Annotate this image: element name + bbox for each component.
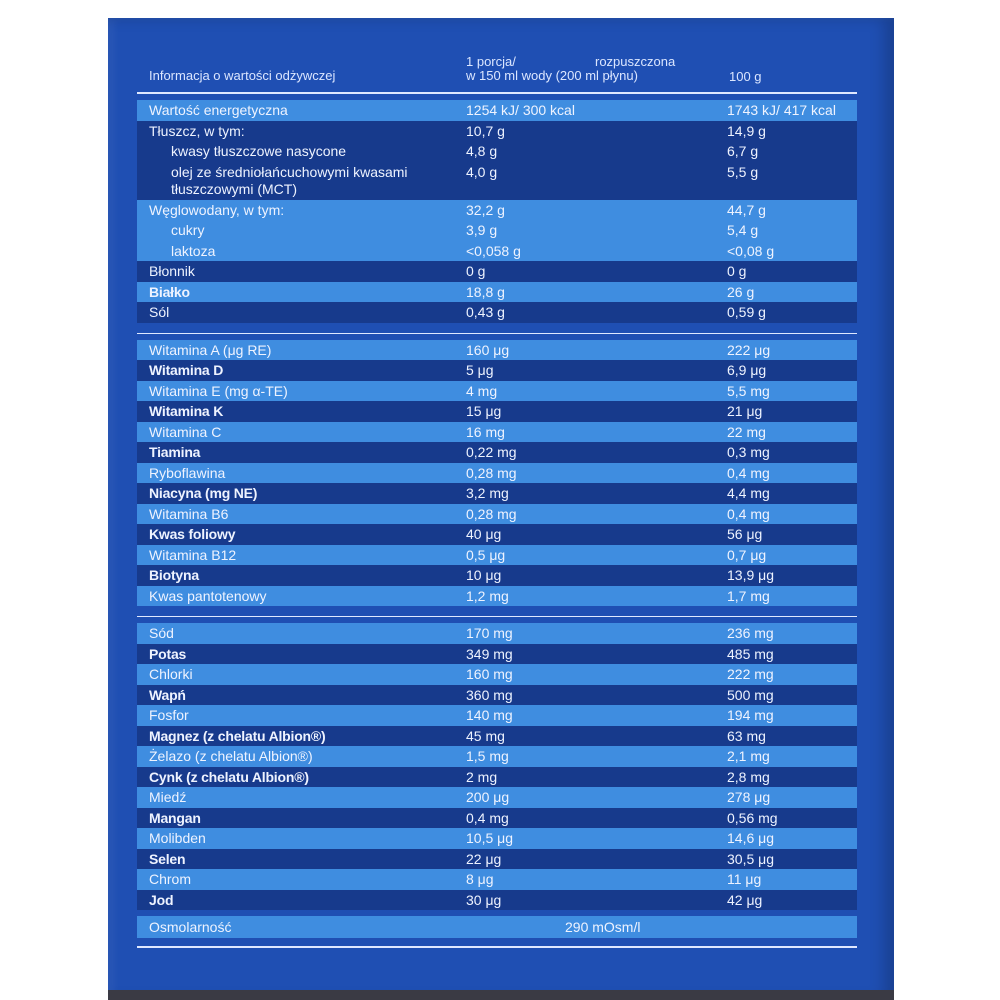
vitamins-section — [137, 340, 857, 607]
per-100g-value: 42 μg — [727, 891, 763, 908]
nutrient-name: Cynk (z chelatu Albion®) — [149, 768, 309, 785]
per-100g-value: 0,7 μg — [727, 546, 767, 563]
per-100g-value: 14,9 g — [727, 122, 766, 139]
per-portion-value: 32,2 g — [466, 201, 505, 218]
nutrient-name: Witamina K — [149, 403, 224, 419]
table-row — [137, 644, 857, 665]
per-100g-value: 56 μg — [727, 526, 763, 542]
table-row — [137, 746, 857, 767]
table-header — [137, 44, 857, 92]
table-row — [137, 545, 857, 566]
table-row — [137, 200, 857, 221]
table-row — [137, 162, 857, 200]
per-100g-value: <0,08 g — [727, 242, 775, 259]
per-100g-value: 13,9 μg — [727, 567, 774, 583]
per-100g-value: 0,3 mg — [727, 444, 770, 460]
table-row — [137, 869, 857, 890]
per-portion-value: 40 μg — [466, 526, 502, 542]
header-per-100g: 100 g — [729, 69, 762, 84]
nutrient-name: Ryboflawina — [149, 464, 226, 481]
nutrient-name: olej ze średniołańcuchowymi kwasami tłuszczowymi (MCT) — [171, 163, 408, 197]
per-100g-value: 26 g — [727, 283, 755, 300]
per-portion-value: 8 μg — [466, 871, 494, 887]
per-portion-value: 2 mg — [466, 768, 498, 785]
per-portion-value: 349 mg — [466, 645, 513, 662]
header-portion: 1 porcja/ — [466, 54, 516, 69]
per-portion-value: 0,22 mg — [466, 444, 517, 460]
table-row — [137, 787, 857, 808]
table-row — [137, 463, 857, 484]
per-portion-value: 200 μg — [466, 789, 510, 805]
per-100g-value: 0,4 mg — [727, 464, 770, 481]
nutrient-name: Witamina D — [149, 362, 224, 378]
per-portion-value: 1,2 mg — [466, 587, 509, 604]
table-row — [137, 685, 857, 706]
per-portion-value: 10 μg — [466, 567, 502, 583]
nutrient-name: Niacyna (mg NE) — [149, 485, 258, 501]
nutrition-table — [137, 44, 857, 948]
nutrient-name: Witamina C — [149, 423, 222, 440]
table-row — [137, 442, 857, 463]
table-row — [137, 401, 857, 422]
per-100g-value: 2,1 mg — [727, 748, 770, 764]
table-row — [137, 381, 857, 402]
nutrient-name: Chlorki — [149, 666, 193, 682]
per-100g-value: 6,9 μg — [727, 362, 767, 378]
per-portion-value: 10,5 μg — [466, 830, 513, 846]
nutrient-name: Witamina A (μg RE) — [149, 341, 272, 358]
per-100g-value: 222 μg — [727, 341, 771, 358]
per-100g-value: 5,5 g — [727, 163, 759, 180]
minerals-section — [137, 623, 857, 910]
table-row — [137, 705, 857, 726]
per-portion-value: 170 mg — [466, 625, 513, 641]
table-row — [137, 141, 857, 162]
nutrient-name: Kwas pantotenowy — [149, 587, 267, 604]
table-row — [137, 890, 857, 911]
per-portion-value: 18,8 g — [466, 283, 505, 300]
macros-section — [137, 100, 857, 323]
table-row — [137, 664, 857, 685]
per-100g-value: 6,7 g — [727, 143, 759, 159]
nutrient-name: Witamina B12 — [149, 546, 237, 563]
nutrient-name: Węglowodany, w tym: — [149, 201, 285, 218]
per-100g-value: 11 μg — [727, 871, 762, 887]
osmolality-label: Osmolarność — [149, 919, 232, 935]
table-row — [137, 504, 857, 525]
nutrient-name: Białko — [149, 283, 190, 300]
per-100g-value: 0,56 mg — [727, 809, 778, 826]
nutrient-name: laktoza — [171, 242, 216, 259]
per-100g-value: 1,7 mg — [727, 587, 770, 604]
per-portion-value: 4,8 g — [466, 143, 498, 159]
per-100g-value: 5,4 g — [727, 222, 759, 238]
nutrient-name: Sód — [149, 625, 174, 641]
per-100g-value: 30,5 μg — [727, 850, 774, 867]
nutrient-name: Kwas foliowy — [149, 526, 236, 542]
table-row — [137, 360, 857, 381]
per-portion-value: 30 μg — [466, 891, 502, 908]
per-100g-value: 0,4 mg — [727, 505, 770, 522]
per-portion-value: 4,0 g — [466, 163, 498, 180]
table-row — [137, 340, 857, 361]
nutrient-name: Mangan — [149, 809, 201, 826]
per-100g-value: 0 g — [727, 263, 747, 279]
osmolality-value: 290 mOsm/l — [565, 919, 641, 935]
per-portion-value: 0 g — [466, 263, 486, 279]
nutrient-name: Witamina E (mg α-TE) — [149, 382, 288, 399]
table-row — [137, 808, 857, 829]
nutrient-name: Sól — [149, 304, 170, 320]
table-row — [137, 282, 857, 303]
table-row — [137, 483, 857, 504]
per-100g-value: 236 mg — [727, 625, 774, 641]
table-row — [137, 623, 857, 644]
table-row — [137, 241, 857, 262]
per-portion-value: 140 mg — [466, 707, 513, 723]
per-portion-value: 360 mg — [466, 686, 513, 703]
table-row — [137, 586, 857, 607]
header-water: w 150 ml wody (200 ml płynu) — [466, 68, 638, 83]
per-portion-value: 15 μg — [466, 403, 502, 419]
per-portion-value: 45 mg — [466, 727, 505, 744]
package-bottom-edge — [108, 990, 894, 1000]
per-100g-value: 22 mg — [727, 423, 766, 440]
per-100g-value: 485 mg — [727, 645, 774, 662]
per-100g-value: 63 mg — [727, 727, 766, 744]
table-row — [137, 261, 857, 282]
table-row — [137, 565, 857, 586]
per-portion-value: 10,7 g — [466, 122, 505, 139]
nutrient-name: cukry — [171, 222, 205, 238]
per-100g-value: 4,4 mg — [727, 485, 770, 501]
per-100g-value: 222 mg — [727, 666, 774, 682]
per-100g-value: 21 μg — [727, 403, 763, 419]
per-portion-value: 16 mg — [466, 423, 505, 440]
per-100g-value: 14,6 μg — [727, 830, 774, 846]
per-100g-value: 1743 kJ/ 417 kcal — [727, 102, 836, 118]
nutrient-name: kwasy tłuszczowe nasycone — [171, 143, 347, 159]
header-dissolved: rozpuszczona — [595, 54, 676, 69]
nutrient-name: Tiamina — [149, 444, 201, 460]
per-100g-value: 2,8 mg — [727, 768, 770, 785]
per-100g-value: 0,59 g — [727, 304, 766, 320]
nutrient-name: Chrom — [149, 871, 192, 887]
bottom-rule — [137, 946, 857, 948]
per-100g-value: 44,7 g — [727, 201, 766, 218]
table-row — [137, 121, 857, 142]
per-100g-value: 500 mg — [727, 686, 774, 703]
per-portion-value: 160 mg — [466, 666, 513, 682]
per-portion-value: 1,5 mg — [466, 748, 509, 764]
table-row — [137, 220, 857, 241]
per-portion-value: 22 μg — [466, 850, 502, 867]
nutrient-name: Magnez (z chelatu Albion®) — [149, 727, 326, 744]
table-row — [137, 524, 857, 545]
per-100g-value: 5,5 mg — [727, 382, 770, 399]
nutrient-name: Jod — [149, 891, 174, 908]
nutrient-name: Fosfor — [149, 707, 189, 723]
table-row — [137, 302, 857, 323]
table-row — [137, 828, 857, 849]
osmolality-row — [137, 916, 857, 938]
per-portion-value: 4 mg — [466, 382, 498, 399]
nutrient-name: Błonnik — [149, 263, 195, 279]
header-label: Informacja o wartości odżywczej — [149, 68, 336, 83]
per-portion-value: 5 μg — [466, 362, 494, 378]
nutrient-name: Wapń — [149, 686, 186, 703]
per-100g-value: 278 μg — [727, 789, 771, 805]
nutrient-name: Żelazo (z chelatu Albion®) — [149, 748, 313, 764]
per-portion-value: 3,2 mg — [466, 485, 509, 501]
nutrient-name: Molibden — [149, 830, 206, 846]
per-portion-value: 0,5 μg — [466, 546, 506, 563]
per-portion-value: 0,43 g — [466, 304, 505, 320]
per-portion-value: 0,4 mg — [466, 809, 509, 826]
table-row — [137, 849, 857, 870]
nutrient-name: Tłuszcz, w tym: — [149, 122, 245, 139]
table-row — [137, 726, 857, 747]
per-portion-value: 160 μg — [466, 341, 510, 358]
nutrient-name: Potas — [149, 645, 187, 662]
nutrient-name: Miedź — [149, 789, 187, 805]
per-portion-value: 3,9 g — [466, 222, 498, 238]
per-100g-value: 194 mg — [727, 707, 774, 723]
per-portion-value: 0,28 mg — [466, 464, 517, 481]
per-portion-value: <0,058 g — [466, 242, 521, 259]
nutrient-name: Selen — [149, 850, 186, 867]
per-portion-value: 0,28 mg — [466, 505, 517, 522]
nutrient-name: Biotyna — [149, 567, 199, 583]
table-row — [137, 422, 857, 443]
per-portion-value: 1254 kJ/ 300 kcal — [466, 102, 575, 118]
table-row — [137, 100, 857, 121]
nutrient-name: Wartość energetyczna — [149, 102, 288, 118]
nutrient-name: Witamina B6 — [149, 505, 229, 522]
table-row — [137, 767, 857, 788]
